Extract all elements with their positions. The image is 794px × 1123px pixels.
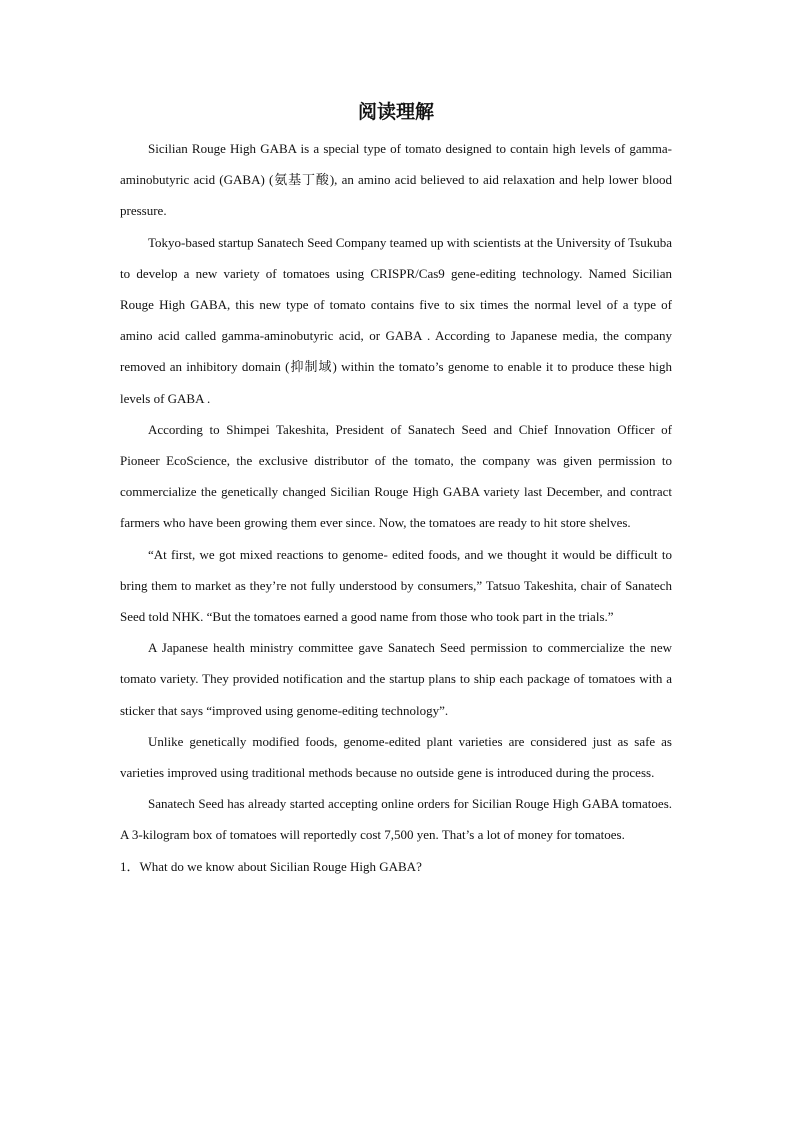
document-page	[120, 98, 672, 882]
paragraph-1: Sicilian Rouge High GABA is a special type of tomato designed to contain high levels of gamma-aminobutyric acid (GABA) (氨基丁酸), an amino acid believed to aid relaxation and help lower blood pressure.	[120, 141, 672, 219]
page-title: 阅读理解	[357, 101, 434, 123]
paragraph-7: Sanatech Seed has already started accepting online orders for Sicilian Rouge High GABA tomatoes. A 3-kilogram box of tomatoes will reportedly cost 7,500 yen. That’s a lot of money for tomatoes.	[120, 796, 672, 843]
paragraph-3: According to Shimpei Takeshita, President of Sanatech Seed and Chief Innovation Officer of Pioneer EcoScience, the exclusive distributor of the tomato, the company was given permission to commercialize the genetically changed Sicilian Rouge High GABA variety last December, and contract farmers who have been growing them ever since. Now, the tomatoes are ready to hit store shelves.	[120, 421, 672, 531]
question-1: 1．What do we know about Sicilian Rouge High GABA?	[120, 858, 422, 874]
paragraph-4: “At first, we got mixed reactions to genome- edited foods, and we thought it would be difficult to bring them to market as they’re not fully understood by consumers,” Tatsuo Takeshita, chair of Sanatech Seed told NHK. “But the tomatoes earned a good name from those who took part in the trials.”	[120, 546, 672, 625]
paragraph-5: A Japanese health ministry committee gave Sanatech Seed permission to commercialize the new tomato variety. They provided notification and the startup plans to ship each package of tomatoes with a sticker that says “improved using genome-editing technology”.	[120, 640, 672, 718]
paragraph-2: Tokyo-based startup Sanatech Seed Company teamed up with scientists at the University of Tsukuba to develop a new variety of tomatoes using CRISPR/Cas9 gene-editing technology. Named Sicilian Rouge High GABA, this new type of tomato contains five to six times the normal level of a type of amino acid called gamma-aminobutyric acid, or GABA . According to Japanese media, the company removed an inhibitory domain (抑制域) within the tomato’s genome to enable it to produce these high levels of GABA .	[120, 234, 672, 406]
paragraph-6: Unlike genetically modified foods, genome-edited plant varieties are considered just as safe as varieties improved using traditional methods because no outside gene is introduced during the process.	[120, 733, 672, 781]
